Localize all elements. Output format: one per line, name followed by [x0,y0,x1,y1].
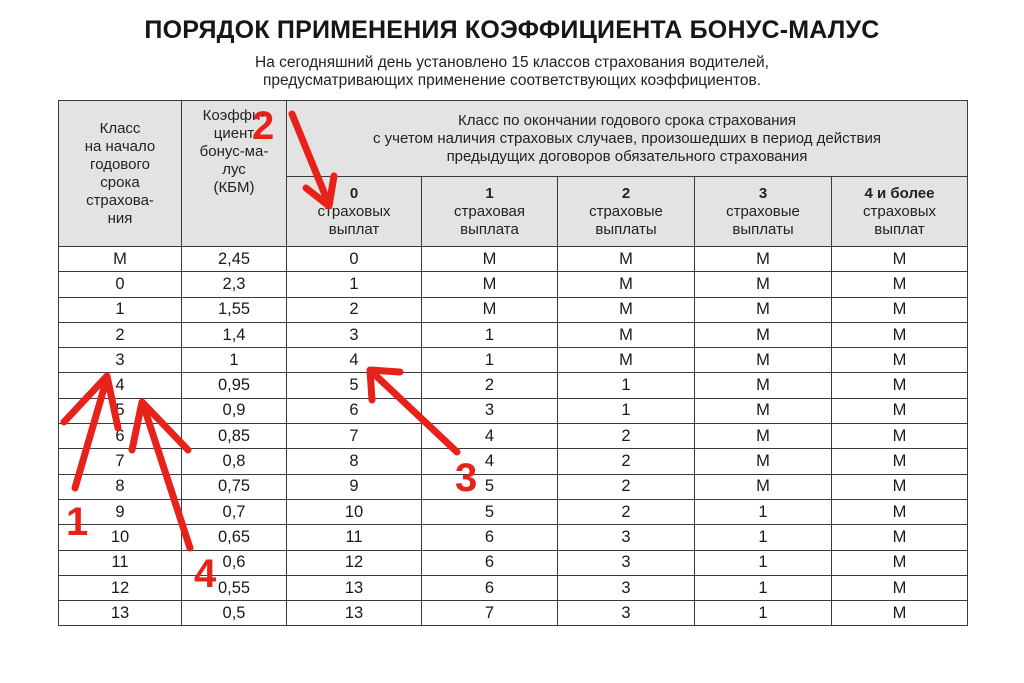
cell-class-1: 1 [422,348,558,373]
table-row [59,449,968,474]
cell-class-2: 2 [558,499,695,524]
cell-class-1: 7 [422,601,558,626]
cell-class-0: 13 [287,601,422,626]
cell-class-4plus: М [832,601,968,626]
table-row [59,499,968,524]
header-class-start: Класс на начало годового срока страхова- ния [59,101,182,247]
annotation-number-1: 1 [66,500,89,544]
cell-class-3: 1 [695,499,832,524]
cell-class-3: М [695,449,832,474]
cell-class-0: 3 [287,322,422,347]
cell-class-3: М [695,474,832,499]
subtitle-line: На сегодняшний день установлено 15 классов страхования водителей, [255,54,769,71]
cell-class-0: 2 [287,297,422,322]
cell-class-4plus: М [832,424,968,449]
cell-kbm: 0,95 [182,373,287,398]
cell-kbm: 0,85 [182,424,287,449]
cell-class-3: 1 [695,575,832,600]
cell-kbm: 2,3 [182,272,287,297]
cell-class-0: 8 [287,449,422,474]
cell-class-4plus: М [832,398,968,423]
cell-kbm: 0,55 [182,575,287,600]
cell-class-start: 1 [59,297,182,322]
cell-class-start: 11 [59,550,182,575]
header-col-3-payouts: 3 страховые выплаты [695,177,832,247]
cell-class-3: 1 [695,525,832,550]
cell-kbm: 0,8 [182,449,287,474]
annotation-number-4: 4 [194,552,217,596]
table-row [59,348,968,373]
cell-class-1: 6 [422,550,558,575]
table-row [59,601,968,626]
cell-class-2: 2 [558,424,695,449]
cell-class-2: 3 [558,575,695,600]
cell-class-2: М [558,247,695,272]
cell-class-4plus: М [832,297,968,322]
cell-class-2: 3 [558,550,695,575]
table-row [59,297,968,322]
cell-class-start: 7 [59,449,182,474]
cell-class-1: 5 [422,499,558,524]
table-row [59,322,968,347]
subtitle [0,54,1024,90]
cell-kbm: 0,9 [182,398,287,423]
cell-class-2: 3 [558,601,695,626]
cell-class-4plus: М [832,348,968,373]
table-row [59,525,968,550]
header-col-1-payout: 1 страховая выплата [422,177,558,247]
cell-class-3: 1 [695,601,832,626]
cell-class-1: М [422,297,558,322]
cell-class-0: 6 [287,398,422,423]
cell-class-start: 9 [59,499,182,524]
cell-class-4plus: М [832,550,968,575]
cell-class-1: 4 [422,449,558,474]
cell-kbm: 0,7 [182,499,287,524]
cell-class-3: М [695,272,832,297]
subtitle-line: предусматривающих применение соответствующих коэффициентов. [262,72,762,89]
annotation-number-3: 3 [455,456,478,500]
cell-class-0: 0 [287,247,422,272]
cell-class-3: М [695,424,832,449]
cell-class-start: 4 [59,373,182,398]
cell-kbm: 0,65 [182,525,287,550]
cell-kbm: 0,75 [182,474,287,499]
cell-class-3: М [695,398,832,423]
annotation-number-2: 2 [252,104,275,148]
cell-class-1: 1 [422,322,558,347]
cell-class-3: М [695,348,832,373]
cell-class-0: 9 [287,474,422,499]
table-row [59,474,968,499]
cell-class-4plus: М [832,449,968,474]
page-title: ПОРЯДОК ПРИМЕНЕНИЯ КОЭФФИЦИЕНТА БОНУС-МАЛУС [144,16,880,44]
cell-class-3: М [695,297,832,322]
cell-class-4plus: М [832,499,968,524]
cell-class-start: 13 [59,601,182,626]
cell-kbm: 0,6 [182,550,287,575]
cell-class-start: 3 [59,348,182,373]
cell-class-3: М [695,322,832,347]
cell-class-3: 1 [695,550,832,575]
cell-kbm: 2,45 [182,247,287,272]
cell-class-2: 2 [558,474,695,499]
table-row [59,424,968,449]
cell-class-1: 6 [422,575,558,600]
cell-class-4plus: М [832,474,968,499]
cell-class-2: 1 [558,373,695,398]
cell-class-2: 2 [558,449,695,474]
table-row [59,373,968,398]
cell-class-start: 8 [59,474,182,499]
cell-class-4plus: М [832,272,968,297]
cell-class-4plus: М [832,322,968,347]
header-col-2-payouts: 2 страховые выплаты [558,177,695,247]
table-row [59,398,968,423]
cell-class-0: 12 [287,550,422,575]
cell-class-start: 6 [59,424,182,449]
cell-class-1: 2 [422,373,558,398]
cell-class-start: М [59,247,182,272]
cell-class-0: 5 [287,373,422,398]
cell-class-2: М [558,297,695,322]
cell-kbm: 1 [182,348,287,373]
header-coefficient: Коэффи- циент бонус-ма- лус (КБМ) [182,101,287,247]
cell-class-2: М [558,322,695,347]
header-class-end-group: Класс по окончании годового срока страхования с учетом наличия страховых случаев, произошедших в период действия предыдущих договоров обязательного страхования [287,101,968,177]
cell-class-1: 4 [422,424,558,449]
cell-class-start: 0 [59,272,182,297]
table-row [59,272,968,297]
cell-class-1: М [422,272,558,297]
cell-class-4plus: М [832,373,968,398]
cell-class-4plus: М [832,525,968,550]
cell-class-3: М [695,373,832,398]
cell-class-start: 2 [59,322,182,347]
cell-class-0: 1 [287,272,422,297]
cell-class-2: М [558,348,695,373]
cell-kbm: 0,5 [182,601,287,626]
kbm-table [58,100,968,626]
cell-class-4plus: М [832,575,968,600]
cell-class-3: М [695,247,832,272]
cell-class-1: 5 [422,474,558,499]
cell-class-start: 5 [59,398,182,423]
cell-class-start: 12 [59,575,182,600]
cell-kbm: 1,55 [182,297,287,322]
cell-class-1: 3 [422,398,558,423]
cell-class-1: М [422,247,558,272]
cell-class-1: 6 [422,525,558,550]
cell-class-start: 10 [59,525,182,550]
cell-class-2: 3 [558,525,695,550]
header-col-0-payouts: 0 страховых выплат [287,177,422,247]
cell-class-2: 1 [558,398,695,423]
cell-class-0: 10 [287,499,422,524]
cell-class-2: М [558,272,695,297]
table-row [59,247,968,272]
cell-class-0: 4 [287,348,422,373]
cell-class-0: 7 [287,424,422,449]
cell-class-4plus: М [832,247,968,272]
cell-kbm: 1,4 [182,322,287,347]
cell-class-0: 13 [287,575,422,600]
header-col-4plus-payouts: 4 и более страховых выплат [832,177,968,247]
cell-class-0: 11 [287,525,422,550]
